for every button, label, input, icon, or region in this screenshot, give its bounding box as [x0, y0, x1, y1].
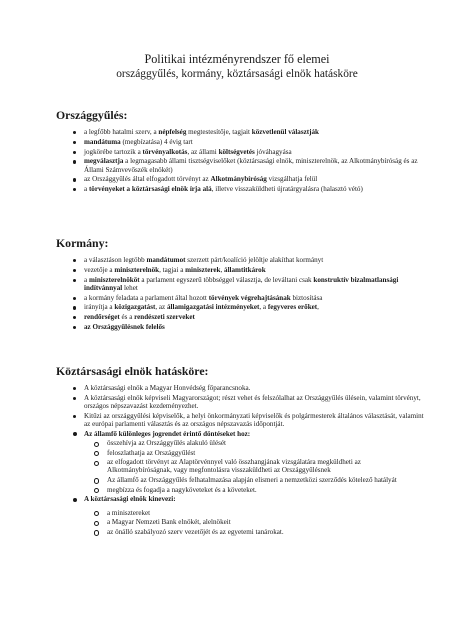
document-title: Politikai intézményrendszer fő elemei — [144, 52, 330, 66]
list-item: megválasztja a legmagasabb állami tisztségviselőket (köztársasági elnök, miniszterelnök, az Alkotmánybíróság és az Állami Számvevőszék elnökét) — [73, 157, 425, 173]
list-item: a legfőbb hatalmi szerv, a népfelség megtestesítője, tagjait közvetlenül választják — [73, 128, 425, 136]
list-item: rendőrséget és a rendészeti szerveket — [73, 313, 425, 321]
sub-list-item: a minisztereket — [94, 509, 425, 517]
sub-list — [94, 509, 425, 536]
list-item: irányítja a közigazgatást, az államigazgatási intézményeket, a fegyveres erőket, — [73, 303, 425, 311]
group-heading: A köztársasági elnök kinevezi: — [84, 495, 176, 504]
sub-list — [94, 439, 425, 494]
list-item: mandátuma (megbízatása) 4 évig tart — [73, 138, 425, 146]
list-item: a miniszterelnököt a parlament egyszerű többséggel választja, de leváltani csak konstruktív bizalmatlansági indítvánnyal lehet — [73, 276, 425, 292]
list-item: Kitűzi az országgyűlési képviselők, a helyi önkormányzati képviselők és polgármesterek általános választását, valamint az európai parlamenti választás és az országos népszavazás időpontját. — [73, 412, 425, 428]
sub-list-item: Az államfő az Országgyűlés felhatalmazása alapján elismeri a nemzetközi szerződés kötelező hatályát — [94, 476, 425, 484]
list-item: A köztársasági elnök képviseli Magyarországot; részt vehet és felszólalhat az Országgyűlés ülésein, valamint törvényt, országos népszavazást kezdeményezhet. — [73, 394, 425, 410]
list-item: A köztársasági elnök a Magyar Honvédség főparancsnoka. — [73, 384, 425, 392]
list-item: jogkörébe tartozik a törvényalkotás, az állami költségvetés jóváhagyása — [73, 148, 425, 156]
list-item: az Országgyűlés által elfogadott törvényt az Alkotmánybíróság vizsgálhatja felül — [73, 175, 425, 183]
document-subtitle: országgyűlés, kormány, köztársasági elnök hatásköre — [116, 68, 358, 80]
list-item: vezetője a miniszterelnök, tagjai a miniszterek, államtitkárok — [73, 266, 425, 274]
list-item: a kormány feladata a parlament által hozott törvények végrehajtásának biztosítása — [73, 294, 425, 302]
orszaggyules-list — [73, 128, 425, 195]
list-item: a választáson legtöbb mandátumot szerzett párt/koalíció jelöltje alakíthat kormányt — [73, 256, 425, 264]
group-heading: Az államfő különleges jogrendet érintő döntéseket hoz: — [84, 429, 251, 438]
section-heading-koztarsasagi-elnok: Köztársasági elnök hatásköre: — [56, 364, 209, 378]
list-item-group-jogrend — [73, 430, 425, 494]
sub-list-item: a Magyar Nemzeti Bank elnökét, alelnökeit — [94, 518, 425, 526]
section-heading-orszaggyules: Országgyűlés: — [56, 108, 128, 122]
koztarsasagi-elnok-list — [73, 384, 425, 538]
sub-list-item: az önálló szabályozó szerv vezetőjét és az egyetemi tanárokat. — [94, 528, 425, 536]
sub-list-item: megbízza és fogadja a nagyköveteket és a követeket. — [94, 486, 425, 494]
list-item-group-kinevezi — [73, 495, 425, 536]
section-heading-kormany: Kormány: — [56, 236, 109, 250]
list-item: az Országgyűlésnek felelős — [73, 323, 425, 331]
sub-list-item: feloszlathatja az Országgyűlést — [94, 449, 425, 457]
sub-list-item: összehívja az Országgyűlés alakuló ülését — [94, 439, 425, 447]
list-item: a törvényeket a köztársasági elnök írja alá, illetve visszaküldheti újratárgyalásra (halasztó vétó) — [73, 185, 425, 193]
kormany-list — [73, 256, 425, 333]
sub-list-item: az elfogadott törvényt az Alaptörvénnyel való összhangjának vizsgálatára megküldheti az Alkotmánybíróságnak, vagy megfontolásra visszaküldheti az Országgyűlésnek — [94, 458, 425, 474]
